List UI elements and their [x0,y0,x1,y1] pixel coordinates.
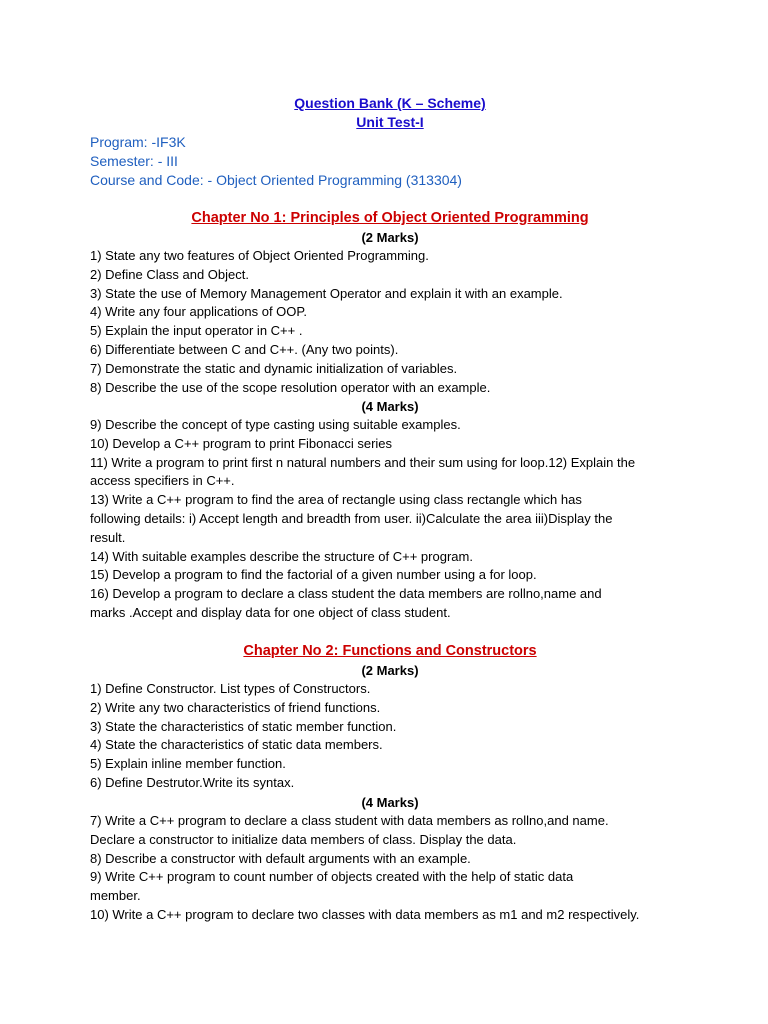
question: 10) Write a C++ program to declare two classes with data members as m1 and m2 respectively. [90,906,640,922]
question: 6) Define Destrutor.Write its syntax. [90,774,295,790]
question: 1) Define Constructor. List types of Constructors. [90,681,371,696]
question: 9) Write C++ program to count number of objects created with the help of static data [90,869,574,885]
chapter-2-heading [90,642,690,680]
question: 8) Describe a constructor with default arguments with an example. [90,850,471,866]
semester-line: Semester: - III [90,153,178,169]
title-line-1: Question Bank (K – Scheme) [294,95,486,111]
question: 16) Develop a program to declare a class student the data members are rollno,name and [90,586,602,602]
question: marks .Accept and display data for one object of class student. [90,604,451,620]
question: 4) State the characteristics of static data members. [90,737,383,753]
question: result. [90,529,126,545]
chapter-1-2marks-label: (2 Marks) [361,230,419,245]
chapter-1-title: Chapter No 1: Principles of Object Oriented Programming [191,210,589,226]
question: 3) State the characteristics of static member function. [90,718,397,734]
question: 5) Explain the input operator in C++ . [90,323,303,339]
course-meta [90,133,690,190]
program-line: Program: -IF3K [90,134,186,150]
chapter-2-4marks-heading [90,793,690,812]
question: 2) Write any two characteristics of friend functions. [90,699,381,715]
title-line-2: Unit Test-I [356,114,424,130]
chapter-2-title: Chapter No 2: Functions and Constructors [243,643,537,659]
question: 11) Write a program to print first n natural numbers and their sum using for loop.12) Explain the [90,454,636,470]
question: 6) Differentiate between C and C++. (Any two points). [90,341,399,357]
chapter-2-2marks-list [90,680,690,793]
chapter-1-4marks-heading [90,397,690,416]
question: 14) With suitable examples describe the structure of C++ program. [90,548,473,564]
question: 7) Demonstrate the static and dynamic initialization of variables. [90,360,458,376]
chapter-2-4marks-label: (4 Marks) [361,795,419,810]
chapter-2-4marks-list [90,812,690,925]
question: 8) Describe the use of the scope resolution operator with an example. [90,379,491,395]
chapter-1-4marks-list [90,416,690,623]
question: 1) State any two features of Object Oriented Programming. [90,248,429,263]
chapter-2-2marks-label: (2 Marks) [361,663,419,678]
question: access specifiers in C++. [90,473,235,489]
question: 7) Write a C++ program to declare a class student with data members as rollno,and name. [90,813,609,828]
question: 13) Write a C++ program to find the area of rectangle using class rectangle which has [90,492,582,508]
question: 2) Define Class and Object. [90,266,249,282]
chapter-1-4marks-label: (4 Marks) [361,399,419,414]
chapter-1-2marks-list [90,247,690,397]
question: following details: i) Accept length and breadth from user. ii)Calculate the area iii)Display the [90,510,613,526]
question: 5) Explain inline member function. [90,756,286,772]
question: member. [90,888,141,904]
question: 15) Develop a program to find the factorial of a given number using a for loop. [90,567,537,583]
chapter-1-heading [90,209,690,247]
question: 10) Develop a C++ program to print Fibonacci series [90,435,393,451]
question: Declare a constructor to initialize data members of class. Display the data. [90,831,517,847]
question: 3) State the use of Memory Management Operator and explain it with an example. [90,285,563,301]
header-title-block [90,94,690,132]
question: 9) Describe the concept of type casting using suitable examples. [90,417,461,432]
course-line: Course and Code: - Object Oriented Programming (313304) [90,172,462,188]
question: 4) Write any four applications of OOP. [90,304,308,320]
